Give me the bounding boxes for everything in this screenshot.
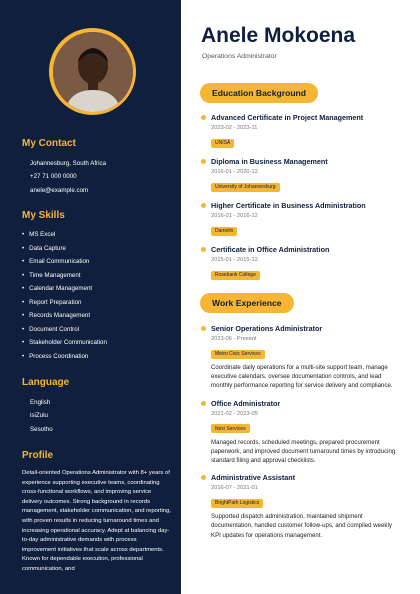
- entry-title: Advanced Certificate in Project Management: [211, 113, 364, 122]
- education-item: [201, 245, 403, 281]
- sidebar: [0, 0, 181, 594]
- skill-item: • Stakeholder Communication: [22, 336, 107, 350]
- entry-date: 2016-07 - 2021-01: [211, 485, 258, 492]
- entry-title: Administrative Assistant: [211, 473, 296, 483]
- profile-heading: Profile: [22, 450, 54, 461]
- main-content: [181, 0, 420, 594]
- skill-item: • Records Management: [22, 309, 107, 323]
- language-item: English: [30, 399, 51, 406]
- language-item: isiZulu: [30, 412, 48, 420]
- work-list: [201, 324, 403, 548]
- language-item: Sesotho: [30, 425, 53, 433]
- skill-item: • MS Excel: [22, 228, 107, 242]
- entry-title: Senior Operations Administrator: [211, 324, 323, 333]
- skill-item: • Report Preparation: [22, 296, 107, 310]
- contact-section: [22, 138, 106, 197]
- institution-tag: Rosebank College: [211, 271, 260, 280]
- skill-item: • Time Management: [22, 269, 107, 283]
- language-list: [30, 396, 69, 436]
- entry-date: 2023-02 - 2023-11: [211, 125, 258, 131]
- institution-tag: UNISA: [211, 139, 234, 148]
- entry-date: 2015-01 - 2015-12: [211, 257, 258, 263]
- skill-item: • Data Capture: [22, 242, 107, 256]
- entry-date: 2016-01 - 2016-12: [211, 213, 258, 219]
- skills-section: [22, 210, 107, 363]
- institution-tag: University of Johannesburg: [211, 183, 280, 192]
- work-heading: Work Experience: [200, 293, 294, 313]
- entry-date: 2016-01 - 2020-12: [211, 169, 258, 175]
- skills-heading: My Skills: [22, 210, 65, 221]
- skill-item: • Email Communication: [22, 255, 107, 269]
- contact-heading: My Contact: [22, 138, 76, 149]
- institution-tag: Damelin: [211, 227, 237, 236]
- profile-photo-frame: [49, 28, 136, 115]
- company-tag: Metro Civic Services: [211, 350, 265, 359]
- entry-date: 2021-02 - 2023-05: [211, 410, 258, 417]
- company-tag: Nexi Services: [211, 424, 250, 433]
- entry-description: Managed records, scheduled meetings, prepared procurement paperwork, and improved document turnaround times by introducing standard filing and approval checklists.: [211, 438, 396, 465]
- work-item: [201, 324, 403, 391]
- skills-list: [22, 228, 107, 363]
- skill-item: • Calendar Management: [22, 282, 107, 296]
- phone-text[interactable]: +27 71 000 0000: [30, 173, 77, 181]
- entry-title: Certificate in Office Administration: [211, 245, 330, 254]
- entry-description: Coordinate daily operations for a multi-site support team, manage executive calendars, oversee documentation controls, and lead monthly performance reporting for service delivery and compliance.: [211, 364, 393, 390]
- language-heading: Language: [22, 377, 70, 388]
- education-heading: Education Background: [200, 83, 318, 103]
- skill-item: • Document Control: [22, 323, 107, 337]
- email-text[interactable]: anele@example.com: [30, 186, 89, 194]
- education-item: [201, 157, 403, 193]
- job-title: Operations Administrator: [202, 53, 277, 60]
- profile-photo: [53, 32, 133, 112]
- work-item: [201, 399, 403, 466]
- company-tag: BrightPath Logistics: [211, 499, 263, 508]
- entry-date: 2023-06 - Present: [211, 336, 257, 342]
- skill-item: • Process Coordination: [22, 350, 107, 364]
- work-item: [201, 473, 403, 540]
- entry-description: Supported dispatch administration, maintained shipment documentation, handled customer follow-ups, and compiled weekly KPI updates for operations management.: [211, 513, 392, 539]
- location-text: Johannesburg, South Africa: [30, 160, 107, 167]
- education-item: [201, 113, 403, 149]
- candidate-name: Anele Mokoena: [201, 24, 356, 47]
- entry-title: Office Administrator: [211, 398, 281, 408]
- entry-title: Diploma in Business Management: [211, 157, 328, 166]
- education-item: [201, 201, 403, 237]
- profile-text: Detail-oriented Operations Administrator with 8+ years of experience supporting executive teams, coordinating cross-functional workflows, and improving service delivery outcomes. Strong background in records management, stakeholder communication, and reporting, with proven results in reducing turnaround times and increasing operational accuracy. Adept at balancing day-to-day administrative demands with process improvement initiatives that scale across departments. Known for dependable execution, professional communication, and: [22, 470, 171, 572]
- entry-title: Higher Certificate in Business Administration: [211, 201, 366, 210]
- language-section: [22, 377, 69, 436]
- profile-section: [22, 450, 172, 575]
- education-list: [201, 113, 403, 289]
- contact-list: [30, 157, 106, 197]
- person-portrait-icon: [53, 32, 133, 112]
